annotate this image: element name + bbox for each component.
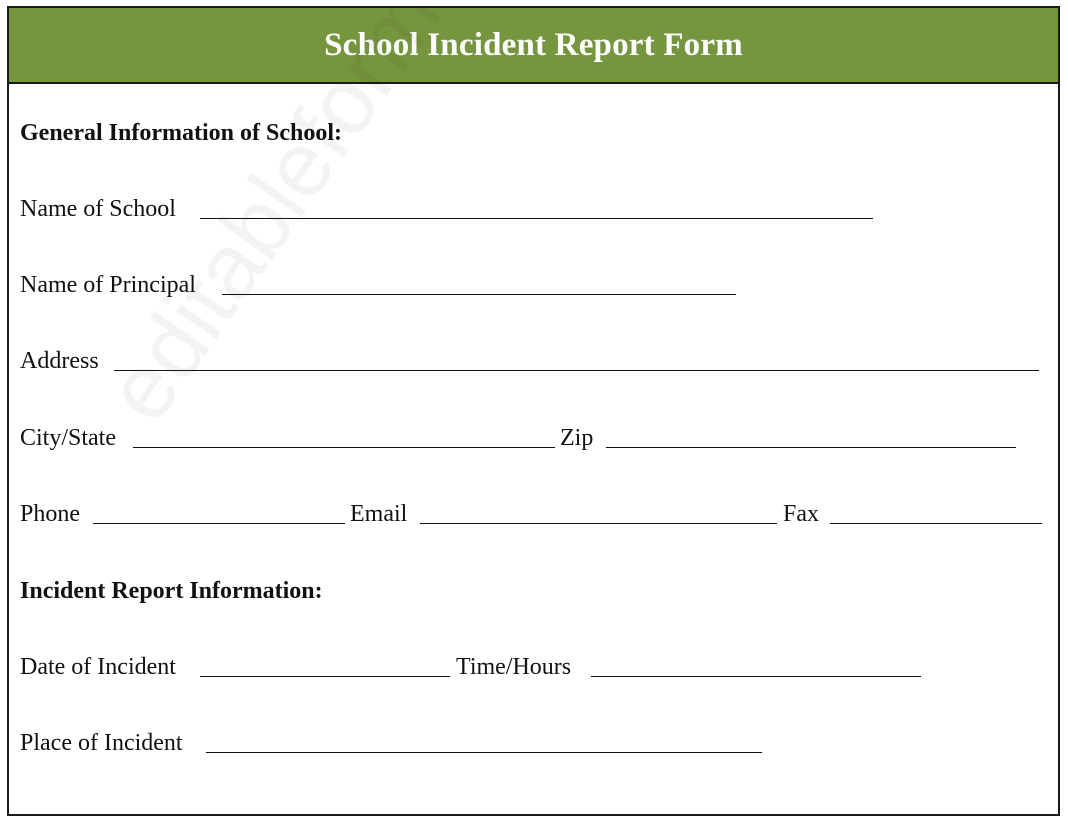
principal-field[interactable]	[222, 294, 736, 295]
address-label: Address	[20, 348, 99, 374]
incident-time-label: Time/Hours	[456, 654, 572, 680]
general-info-heading: General Information of School:	[20, 120, 342, 146]
zip-field[interactable]	[606, 447, 1016, 448]
address-field[interactable]	[114, 370, 1039, 371]
phone-field[interactable]	[93, 523, 345, 524]
incident-info-heading: Incident Report Information:	[20, 578, 323, 604]
zip-label: Zip	[560, 425, 594, 451]
date-time-row	[20, 650, 1047, 684]
form-header	[9, 8, 1058, 84]
school-name-field[interactable]	[200, 218, 873, 219]
school-name-label: Name of School	[20, 196, 176, 222]
city-state-field[interactable]	[133, 447, 555, 448]
form-title: School Incident Report Form	[324, 26, 743, 63]
city-state-label: City/State	[20, 425, 116, 451]
incident-time-field[interactable]	[591, 676, 921, 677]
address-row	[20, 344, 1047, 378]
fax-label: Fax	[783, 501, 819, 527]
city-state-row	[20, 421, 1047, 455]
place-row	[20, 726, 1047, 760]
incident-date-field[interactable]	[200, 676, 450, 677]
incident-report-form	[7, 6, 1060, 816]
phone-label: Phone	[20, 501, 80, 527]
email-field[interactable]	[420, 523, 777, 524]
incident-date-label: Date of Incident	[20, 654, 176, 680]
incident-place-field[interactable]	[206, 752, 762, 753]
fax-field[interactable]	[830, 523, 1042, 524]
school-name-row	[20, 192, 1047, 226]
incident-place-label: Place of Incident	[20, 730, 183, 756]
email-label: Email	[350, 501, 408, 527]
contact-row	[20, 497, 1047, 531]
principal-label: Name of Principal	[20, 272, 196, 298]
principal-row	[20, 268, 1047, 302]
